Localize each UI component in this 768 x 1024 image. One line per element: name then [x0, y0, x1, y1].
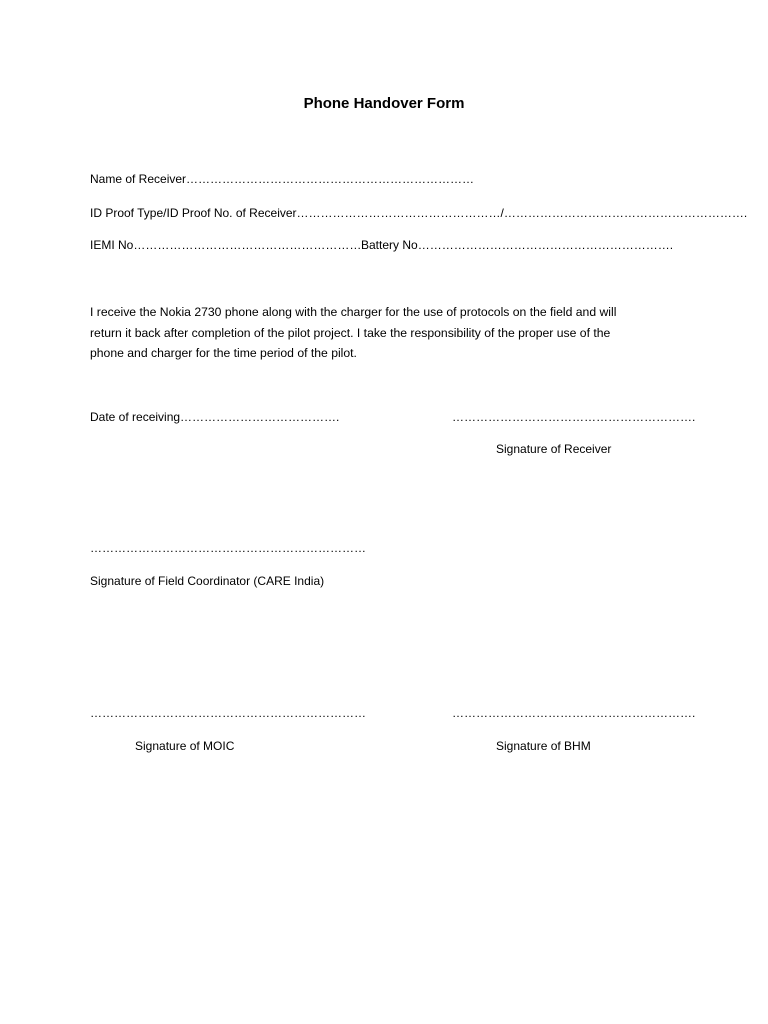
- field-coordinator-signature-label: Signature of Field Coordinator (CARE India): [90, 574, 325, 588]
- bhm-signature-line: …………………………………………………….: [452, 706, 696, 720]
- moic-signature-label: Signature of MOIC: [135, 739, 235, 753]
- battery-field: Battery No……………………………………………………….: [361, 238, 674, 252]
- field-coordinator-signature-line: ……………………………………………………………: [90, 541, 366, 555]
- statement-line: return it back after completion of the pilot project. I take the responsibility of the proper use of the: [90, 325, 611, 340]
- statement-line: I receive the Nokia 2730 phone along with the charger for the use of protocols on the field and will: [90, 305, 617, 319]
- bhm-signature-label: Signature of BHM: [496, 739, 591, 753]
- receiver-name-field: Name of Receiver………………………………………………………………: [90, 172, 475, 186]
- iemi-field: IEMI No…………………………………………………: [90, 238, 362, 252]
- receiver-signature-label: Signature of Receiver: [496, 442, 612, 456]
- form-title: Phone Handover Form: [303, 95, 465, 112]
- statement-paragraph: [90, 302, 665, 364]
- date-receiving-field: Date of receiving………………………………….: [90, 410, 340, 424]
- moic-signature-line: ……………………………………………………………: [90, 706, 366, 720]
- statement-line: phone and charger for the time period of the pilot.: [90, 346, 357, 360]
- id-proof-field: ID Proof Type/ID Proof No. of Receiver……………………………………………/…………………………………………………….: [90, 206, 748, 220]
- receiver-signature-line: …………………………………………………….: [452, 410, 696, 424]
